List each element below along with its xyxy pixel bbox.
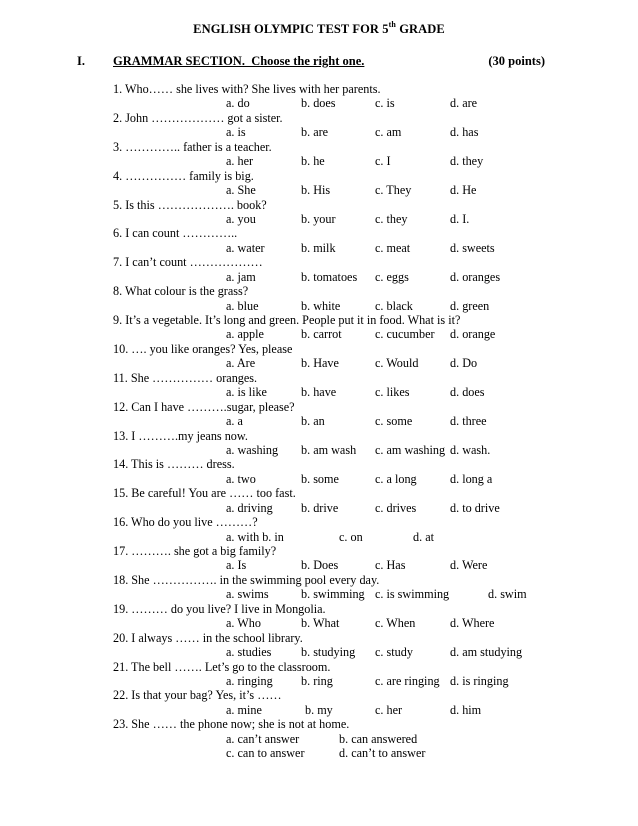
- answer-option: d. I.: [450, 211, 470, 226]
- answer-option: c. a long: [375, 471, 417, 486]
- answer-option: b. white: [301, 298, 341, 313]
- answer-options: [113, 212, 583, 226]
- answer-option: a. jam: [226, 269, 256, 284]
- question-stem: 16. Who do you live ………?: [113, 515, 258, 530]
- question-stem: 5. Is this ………………. book?: [113, 197, 267, 212]
- answer-option: a. She: [226, 183, 256, 198]
- question-stem: 23. She …… the phone now; she is not at home.: [113, 717, 350, 732]
- question-stem: 13. I ……….my jeans now.: [113, 428, 248, 443]
- answer-option: d. He: [450, 183, 477, 198]
- question-stem: 2. John ……………… got a sister.: [113, 110, 283, 125]
- answer-options: [113, 183, 583, 197]
- question-stem: 14. This is ……… dress.: [113, 457, 235, 472]
- answer-option: d. am studying: [450, 645, 523, 660]
- answer-options: [113, 558, 583, 572]
- answer-options: [113, 732, 583, 746]
- answer-option: c. eggs: [375, 269, 409, 284]
- answer-option: c. some: [375, 414, 413, 429]
- answer-option: a. her: [226, 154, 254, 169]
- answer-options: [113, 443, 583, 457]
- question-stem: 9. It’s a vegetable. It’s long and green. People put it in food. What is it?: [113, 313, 461, 327]
- answer-option: d. green: [450, 298, 490, 313]
- answer-option: a. washing: [226, 442, 279, 457]
- answer-option: c. Would: [375, 356, 419, 371]
- answer-option: d. him: [450, 702, 482, 717]
- section-number: I.: [77, 54, 85, 68]
- answer-option: a. swims: [226, 587, 269, 602]
- answer-option: d. can’t to answer: [339, 746, 426, 761]
- answer-option: c. is: [375, 96, 395, 111]
- answer-options: [113, 674, 583, 688]
- answer-option: d. oranges: [450, 269, 501, 284]
- answer-option: c. drives: [375, 500, 417, 515]
- question-stem: 4. …………… family is big.: [113, 168, 254, 183]
- answer-option: b. swimming: [301, 587, 365, 602]
- answer-option: d. sweets: [450, 240, 495, 255]
- question-stem: 6. I can count …………..: [113, 226, 238, 241]
- answer-option: a. mine: [226, 702, 262, 717]
- answer-options: [113, 270, 583, 284]
- answer-option: a. you: [226, 211, 256, 226]
- section-title: GRAMMAR SECTION. Choose the right one.: [113, 54, 365, 68]
- answer-option: c. likes: [375, 385, 410, 400]
- answer-options: [113, 96, 583, 110]
- answer-option: b. does: [301, 96, 336, 111]
- answer-option: a. water: [226, 240, 265, 255]
- answer-option: c. is swimming: [375, 587, 450, 602]
- title-text: ENGLISH OLYMPIC TEST FOR 5: [193, 22, 389, 36]
- answer-option: a. two: [226, 471, 256, 486]
- answer-options: [113, 703, 583, 717]
- answer-options: [113, 472, 583, 486]
- answer-option: a. with b. in: [226, 529, 284, 544]
- answer-options: [113, 356, 583, 370]
- answer-option: a. a: [226, 414, 243, 429]
- answer-option: a. Are: [226, 356, 256, 371]
- answer-option: b. my: [305, 702, 333, 717]
- answer-option: b. His: [301, 183, 331, 198]
- answer-option: a. apple: [226, 327, 264, 342]
- question-stem: 10. …. you like oranges? Yes, please: [113, 341, 293, 356]
- section-heading: [113, 54, 545, 69]
- section-points: (30 points): [488, 54, 545, 68]
- question-list: [113, 82, 583, 761]
- answer-option: b. can answered: [339, 731, 418, 746]
- answer-option: d. wash.: [450, 442, 491, 457]
- question-stem: 12. Can I have ……….sugar, please?: [113, 399, 295, 414]
- question-stem: 7. I can’t count ………………: [113, 255, 263, 270]
- answer-option: a. can’t answer: [226, 731, 300, 746]
- answer-option: d. are: [450, 96, 478, 111]
- question-stem: 17. ………. she got a big family?: [113, 544, 277, 558]
- answer-option: c. are ringing: [375, 673, 440, 688]
- answer-option: c. am washing: [375, 442, 446, 457]
- answer-option: d. orange: [450, 327, 496, 342]
- answer-option: c. cucumber: [375, 327, 435, 342]
- answer-options: [113, 299, 583, 313]
- answer-option: b. your: [301, 211, 336, 226]
- answer-option: d. to drive: [450, 500, 500, 515]
- answer-options: [113, 530, 583, 544]
- answer-option: a. Is: [226, 558, 247, 573]
- question-stem: 11. She …………… oranges.: [113, 370, 258, 385]
- answer-option: b. some: [301, 471, 339, 486]
- answer-option: b. he: [301, 154, 325, 169]
- answer-options: [113, 414, 583, 428]
- answer-option: c. am: [375, 125, 402, 140]
- question-stem: 1. Who…… she lives with? She lives with her parents.: [113, 82, 381, 96]
- answer-option: a. is: [226, 125, 246, 140]
- answer-option: c. They: [375, 183, 412, 198]
- answer-options: [113, 385, 583, 399]
- answer-options: [113, 587, 583, 601]
- answer-option: c. Has: [375, 558, 406, 573]
- answer-option: b. tomatoes: [301, 269, 358, 284]
- answer-option: a. do: [226, 96, 250, 111]
- answer-option: d. three: [450, 414, 487, 429]
- answer-option: c. meat: [375, 240, 411, 255]
- question-stem: 22. Is that your bag? Yes, it’s ……: [113, 688, 282, 703]
- answer-options: [113, 746, 583, 760]
- question-stem: 21. The bell ……. Let’s go to the classroom.: [113, 659, 331, 674]
- answer-option: d. long a: [450, 471, 493, 486]
- answer-option: b. ring: [301, 673, 333, 688]
- answer-option: c. her: [375, 702, 403, 717]
- answer-options: [113, 501, 583, 515]
- answer-option: d. Where: [450, 616, 495, 631]
- question-stem: 20. I always …… in the school library.: [113, 630, 303, 645]
- question-stem: 8. What colour is the grass?: [113, 284, 249, 299]
- answer-option: b. studying: [301, 645, 356, 660]
- answer-option: c. I: [375, 154, 391, 169]
- answer-option: a. studies: [226, 645, 272, 660]
- answer-option: b. drive: [301, 500, 339, 515]
- answer-option: b. Have: [301, 356, 339, 371]
- title-superscript: th: [388, 20, 396, 29]
- answer-option: b. an: [301, 414, 325, 429]
- answer-option: b. have: [301, 385, 337, 400]
- answer-option: a. Who: [226, 616, 261, 631]
- answer-options: [113, 327, 583, 341]
- question-stem: 19. ……… do you live? I live in Mongolia.: [113, 601, 326, 616]
- answer-option: d. has: [450, 125, 479, 140]
- answer-option: a. driving: [226, 500, 273, 515]
- answer-option: c. black: [375, 298, 413, 313]
- answer-option: d. Were: [450, 558, 488, 573]
- title-grade: GRADE: [395, 22, 445, 36]
- test-title: [0, 22, 638, 37]
- answer-option: d. does: [450, 385, 485, 400]
- question-stem: 15. Be careful! You are …… too fast.: [113, 486, 296, 501]
- answer-option: b. milk: [301, 240, 336, 255]
- answer-option: c. When: [375, 616, 416, 631]
- answer-options: [113, 645, 583, 659]
- answer-options: [113, 616, 583, 630]
- answer-option: a. blue: [226, 298, 259, 313]
- answer-option: a. ringing: [226, 673, 273, 688]
- answer-option: b. are: [301, 125, 329, 140]
- answer-options: [113, 125, 583, 139]
- answer-option: b. carrot: [301, 327, 342, 342]
- answer-option: d. swim: [488, 587, 527, 602]
- answer-option: d. Do: [450, 356, 478, 371]
- answer-option: a. is like: [226, 385, 267, 400]
- answer-option: d. they: [450, 154, 484, 169]
- answer-option: c. on: [339, 529, 363, 544]
- answer-option: c. they: [375, 211, 408, 226]
- answer-option: b. Does: [301, 558, 339, 573]
- question-stem: 3. ………….. father is a teacher.: [113, 139, 272, 154]
- answer-options: [113, 154, 583, 168]
- answer-option: b. What: [301, 616, 340, 631]
- question-stem: 18. She ……………. in the swimming pool every day.: [113, 572, 380, 587]
- answer-option: d. is ringing: [450, 673, 509, 688]
- answer-options: [113, 241, 583, 255]
- answer-option: c. can to answer: [226, 746, 305, 761]
- answer-option: d. at: [413, 529, 434, 544]
- answer-option: b. am wash: [301, 442, 357, 457]
- answer-option: c. study: [375, 645, 413, 660]
